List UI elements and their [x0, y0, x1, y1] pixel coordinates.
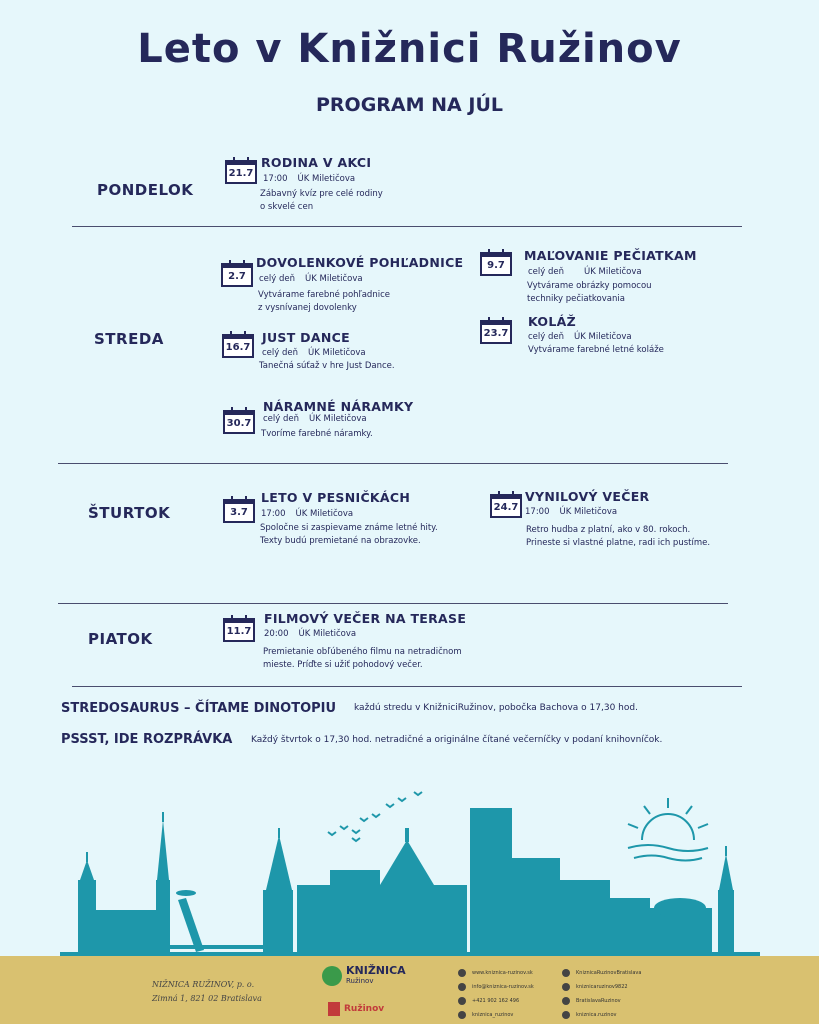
calendar-icon: 11.7	[223, 618, 255, 642]
event-title: MAĽOVANIE PEČIATKAM	[524, 248, 697, 263]
event-desc: Tvoríme farebné náramky.	[261, 429, 373, 439]
extra-stredosaurus-text: každú stredu v KnižniciRužinov, pobočka Bachova o 17,30 hod.	[354, 703, 638, 713]
event-meta: celý deň ÚK Miletičova	[262, 348, 366, 358]
event-desc: Retro hudba z platní, ako v 80. rokoch. Prineste si vlastné platne, radi ich pustíme.	[526, 525, 711, 548]
event-title: KOLÁŽ	[528, 314, 576, 329]
facebook-icon	[562, 969, 570, 977]
extra-pssst-title: PSSST, IDE ROZPRÁVKA	[61, 732, 233, 747]
event-meta: celý deň ÚK Miletičova	[263, 414, 367, 424]
day-label-streda: STREDA	[94, 330, 164, 348]
event-desc: Vytvárame obrázky pomocou techniky pečiatkovania	[527, 281, 652, 304]
day-label-pondelok: PONDELOK	[97, 181, 194, 199]
event-title: LETO V PESNIČKÁCH	[261, 490, 411, 505]
tiktok-icon	[562, 1011, 570, 1019]
sun-icon	[628, 798, 708, 861]
facebook-icon	[562, 997, 570, 1005]
event-title: DOVOLENKOVÉ POHĽADNICE	[256, 255, 464, 270]
footer-logo: KNIŽNICA Ružinov	[322, 966, 406, 986]
event-meta: 17:00 ÚK Miletičova	[261, 509, 354, 519]
event-desc: Vytvárame farebné letné koláže	[528, 345, 664, 355]
calendar-icon: 30.7	[223, 410, 255, 434]
footer-district: Ružinov	[328, 1002, 384, 1016]
calendar-icon: 2.7	[221, 263, 253, 287]
event-desc: Zábavný kvíz pre celé rodiny o skvelé cen	[260, 189, 383, 212]
page-subtitle: PROGRAM NA JÚL	[316, 94, 503, 116]
email-icon	[458, 983, 466, 991]
globe-icon	[458, 969, 466, 977]
event-meta: 17:00 ÚK Miletičova	[263, 174, 356, 184]
calendar-icon: 21.7	[225, 160, 257, 184]
event-title: VYNILOVÝ VEČER	[525, 489, 650, 504]
calendar-icon: 9.7	[480, 252, 512, 276]
divider	[72, 686, 742, 687]
event-title: FILMOVÝ VEČER NA TERASE	[264, 611, 467, 626]
instagram-icon	[458, 1011, 466, 1019]
day-label-sturtok: ŠTURTOK	[88, 504, 171, 522]
event-meta: 20:00 ÚK Miletičova	[264, 629, 357, 639]
divider	[58, 603, 728, 604]
page-title: Leto v Knižnici Ružinov	[137, 26, 682, 72]
event-title: NÁRAMNÉ NÁRAMKY	[263, 399, 414, 414]
coat-of-arms-icon	[328, 1002, 340, 1016]
youtube-icon	[562, 983, 570, 991]
calendar-icon: 24.7	[490, 494, 522, 518]
footer-contacts: www.kniznica-ruzinov.sk info@kniznica-ruzinov.sk +421 902 162 496 kniznica_ruzinov	[458, 966, 534, 1022]
event-title: RODINA V AKCI	[261, 155, 372, 170]
divider	[58, 463, 728, 464]
event-desc: Vytvárame farebné pohľadnice z vysnívanej dovolenky	[258, 290, 390, 313]
day-label-piatok: PIATOK	[88, 630, 153, 648]
event-desc: Spoločne si zaspievame známe letné hity. Texty budú premietané na obrazovke.	[260, 523, 438, 546]
event-title: JUST DANCE	[262, 330, 350, 345]
event-meta: celý deň ÚK Miletičova	[528, 267, 642, 277]
divider	[72, 226, 742, 227]
event-meta: celý deň ÚK Miletičova	[528, 332, 632, 342]
event-meta: celý deň ÚK Miletičova	[259, 274, 363, 284]
calendar-icon: 3.7	[223, 499, 255, 523]
event-meta: 17:00 ÚK Miletičova	[525, 507, 618, 517]
calendar-icon: 16.7	[222, 334, 254, 358]
footer-socials: KniznicaRuzinovBratislava kniznicaruzinov9822 BratislavaRuzinov kniznica.ruzinov	[562, 966, 641, 1022]
event-desc: Premietanie obľúbeného filmu na netradičnom mieste. Príďte si užiť pohodový večer.	[263, 647, 462, 670]
bratislava-skyline-illustration	[0, 780, 819, 960]
extra-pssst-text: Každý štvrtok o 17,30 hod. netradičné a originálne čítané večerníčky v podaní knihovníčok.	[251, 735, 663, 745]
extra-stredosaurus-title: STREDOSAURUS – ČÍTAME DINOTOPIU	[61, 701, 337, 716]
calendar-icon: 23.7	[480, 320, 512, 344]
phone-icon	[458, 997, 466, 1005]
book-icon	[322, 966, 342, 986]
event-desc: Tanečná súťaž v hre Just Dance.	[259, 361, 395, 371]
footer	[0, 956, 819, 1024]
footer-library: NIŽNICA RUŽINOV, p. o. Zimná 1, 821 02 Bratislava	[152, 980, 262, 1003]
